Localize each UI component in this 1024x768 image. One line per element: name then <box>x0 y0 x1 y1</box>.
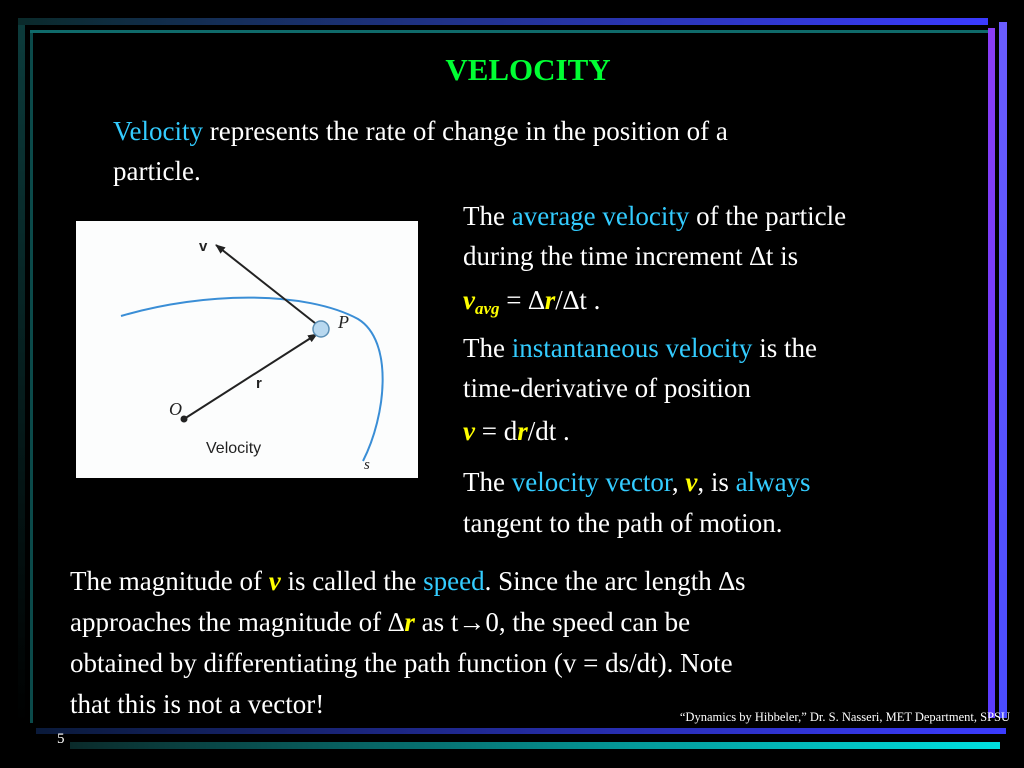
inst-pre: The <box>463 333 512 363</box>
vec-comma: , <box>671 467 686 497</box>
mag-l1-b: is called the <box>280 566 424 596</box>
mag-line-2 <box>70 602 690 642</box>
intro-line-2: particle. <box>113 156 201 186</box>
intro-line-1-text: represents the rate of change in the position of a <box>202 116 728 146</box>
mag-speed-term: speed <box>423 566 485 596</box>
velocity-vector-arrow <box>216 245 320 327</box>
avg-equation <box>463 280 600 329</box>
avg-eq-eq: = ∆ <box>499 285 545 315</box>
avg-post: of the particle <box>689 201 847 231</box>
mag-line-4: that this is not a vector! <box>70 689 325 719</box>
frame-left-bar-thin <box>30 33 33 723</box>
mag-l1-c: . Since the arc length ∆s <box>484 566 746 596</box>
frame-top-bar <box>18 18 988 25</box>
mag-l1-a: The magnitude of <box>70 566 269 596</box>
inst-term: instantaneous velocity <box>511 333 753 363</box>
frame-right-bar-thin <box>999 22 1007 718</box>
inst-eq-r: r <box>517 416 528 446</box>
inst-post: is the <box>752 333 817 363</box>
frame-right-bar <box>988 28 995 718</box>
avg-eq-sub: avg <box>474 299 500 318</box>
slide-title: VELOCITY <box>445 52 611 87</box>
avg-eq-r: r <box>544 285 556 315</box>
label-s: s <box>364 457 370 473</box>
intro-term: Velocity <box>113 116 203 146</box>
vec-always: always <box>735 467 811 497</box>
vec-mid: , is <box>697 467 736 497</box>
page-number: 5 <box>57 731 65 747</box>
vec-pre: The <box>463 467 512 497</box>
mag-l2-r: r <box>404 607 415 637</box>
figure-caption: Velocity <box>206 440 262 457</box>
avg-line-1 <box>463 196 846 236</box>
vec-term: velocity vector <box>511 467 672 497</box>
velocity-figure <box>76 221 418 478</box>
label-v: v <box>199 238 208 255</box>
inst-eq-eq: = d <box>474 416 518 446</box>
frame-top-bar-thin <box>30 30 988 33</box>
inst-eq-v: v <box>463 416 475 446</box>
avg-eq-rest: /∆t . <box>555 285 601 315</box>
inst-line-2: time-derivative of position <box>463 373 751 403</box>
vec-line-2: tangent to the path of motion. <box>463 508 783 538</box>
label-o: O <box>169 399 182 419</box>
intro-line-1 <box>113 111 728 151</box>
vec-line-1 <box>463 462 811 502</box>
mag-line-1 <box>70 561 746 601</box>
velocity-diagram <box>76 221 418 478</box>
footer-credit: “Dynamics by Hibbeler,” Dr. S. Nasseri, MET Department, SPSU <box>679 710 1010 724</box>
inst-equation <box>463 411 570 451</box>
avg-pre: The <box>463 201 512 231</box>
avg-line-2: during the time increment ∆t is <box>463 241 799 271</box>
position-vector-arrow <box>184 334 317 419</box>
vec-v: v <box>685 467 698 497</box>
inst-eq-rest: /dt . <box>527 416 570 446</box>
label-p: P <box>338 312 349 332</box>
mag-line-3: obtained by differentiating the path function (v = ds/dt). Note <box>70 648 733 678</box>
mag-l2-a: approaches the magnitude of ∆ <box>70 607 405 637</box>
particle-point <box>313 321 329 337</box>
label-r: r <box>256 375 262 392</box>
frame-left-bar <box>18 25 25 725</box>
inst-line-1 <box>463 328 817 368</box>
frame-bottom-bar <box>36 728 1006 734</box>
avg-term: average velocity <box>511 201 690 231</box>
avg-eq-v: v <box>463 285 475 315</box>
mag-l1-v: v <box>268 566 281 596</box>
mag-l2-b: as t→0, the speed can be <box>414 607 691 637</box>
frame-bottom-bar-cyan <box>70 742 1000 749</box>
